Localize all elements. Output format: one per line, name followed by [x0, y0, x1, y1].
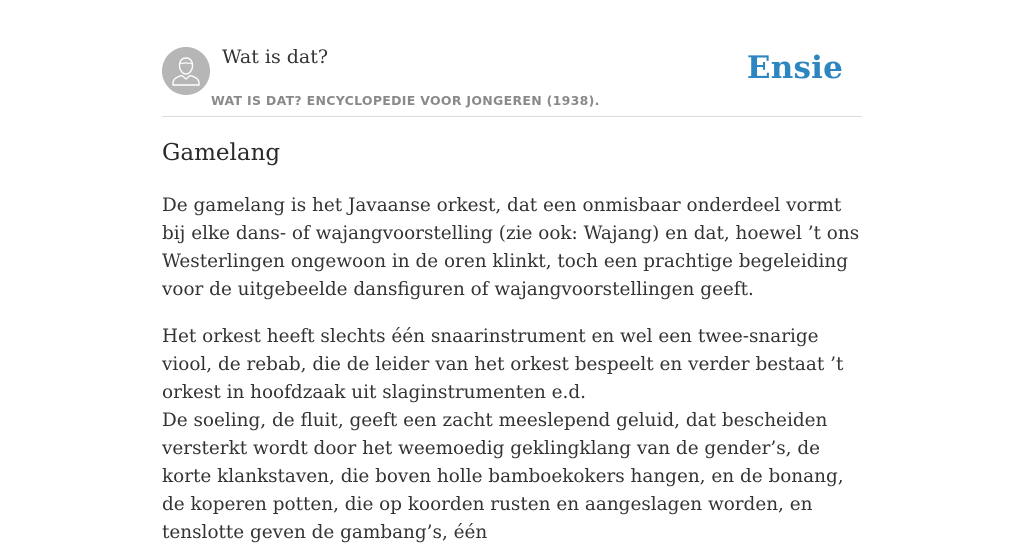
- entry-title: Gamelang: [162, 140, 281, 166]
- page: [162, 0, 862, 543]
- article-text: De soeling, de fluit, geeft een zacht meeslepend geluid, dat bescheiden versterkt wordt door het weemoedig geklingklang van de gender’s, de korte klankstaven, die boven holle bamboekokers hangen, en de bonang, de koperen potten, die op koorden rusten en aangeslagen worden, en tenslotte geven de gambang’s, één: [162, 410, 844, 543]
- article-paragraph: [162, 323, 862, 547]
- user-avatar-icon[interactable]: [162, 47, 210, 95]
- article-paragraph: De gamelang is het Javaanse orkest, dat een onmisbaar onderdeel vormt bij elke dans- of wajangvoorstelling (zie ook: Wajang) en dat, hoewel ’t ons Westerlingen ongewoon in de oren klinkt, toch een prachtige begeleiding voor de uitgebeelde dansfiguren of wajangvoorstellingen geeft.: [162, 195, 860, 300]
- header: [162, 0, 862, 117]
- article-text: Het orkest heeft slechts één snaarinstrument en wel een twee-snarige viool, de rebab, die de leider van het orkest bespeelt en verder bestaat ’t orkest in hoofdzaak uit slaginstrumenten e.d.: [162, 326, 844, 403]
- article-body: [162, 192, 862, 547]
- brand-logo[interactable]: Ensie: [746, 50, 843, 86]
- book-title[interactable]: Wat is dat?: [222, 46, 329, 68]
- book-subtitle: WAT IS DAT? ENCYCLOPEDIE VOOR JONGEREN (1938).: [211, 93, 600, 108]
